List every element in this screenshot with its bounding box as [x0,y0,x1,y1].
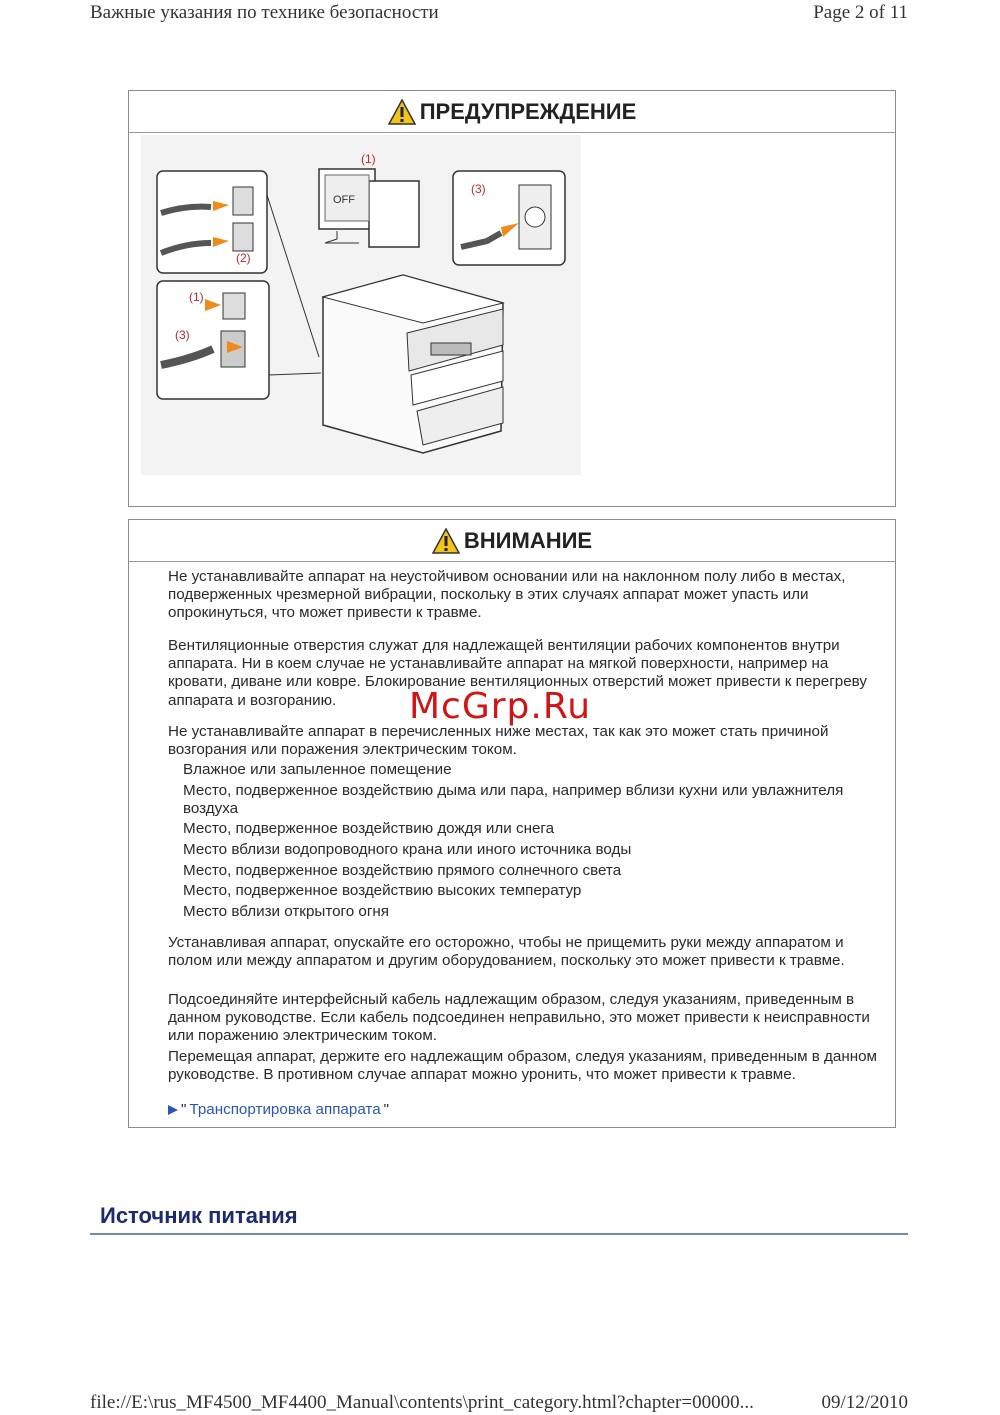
link-quote-close: " [383,1101,390,1118]
power-switch-illustration [157,281,269,399]
caution-header [129,520,895,562]
callout-3b-label: (3) [175,328,190,342]
caution-paragraph-2: Вентиляционные отверстия служат для надлежащей вентиляции рабочих компонентов внутри аппарата. Ни в коем случае не устанавливайте аппарат на мягкой поверхности, например на кровати, диване или ковре. Блокирование вентиляционных отверстий может привести к перегреву аппарата и возгоранию. [168,637,867,709]
caution-paragraph-4: Устанавливая аппарат, опускайте его осторожно, чтобы не прищемить руки между аппаратом и полом или между аппаратом и другим оборудованием, поскольку это может привести к травме. [168,934,845,970]
transport-link-row[interactable] [168,1101,389,1118]
monitor-off-label: OFF [333,194,355,206]
section-divider [90,1233,908,1235]
page-header-title: Важные указания по технике безопасности [90,2,439,23]
warning-header [129,91,895,133]
callout-1-label: (1) [361,152,376,166]
list-item: Место, подверженное воздействию дождя или снега [183,820,555,838]
warning-title: ПРЕДУПРЕЖДЕНИЕ [419,98,637,124]
caution-paragraph-5: Подсоединяйте интерфейсный кабель надлежащим образом, следуя указаниям, приведенным в данном руководстве. Если кабель подсоединен неправильно, это может привести к неисправности или поражению электрическим током. [168,991,870,1045]
safety-illustration [141,135,581,475]
callout-3-label: (3) [471,182,486,196]
link-arrow-icon [168,1105,178,1115]
caution-paragraph-3: Не устанавливайте аппарат в перечисленных ниже местах, так как это может стать причиной возгорания или поражения электрическим током. [168,723,829,759]
list-item: Место, подверженное воздействию дыма или пара, например вблизи кухни или увлажнителя воздуха [183,781,844,817]
list-item: Место вблизи водопроводного крана или иного источника воды [183,840,632,858]
footer-path: file://E:\rus_MF4500_MF4400_Manual\contents\print_category.html?chapter=00000... [90,1392,754,1413]
page-number: Page 2 of 11 [813,2,908,23]
places-list [183,761,873,923]
list-item: Место вблизи открытого огня [183,902,390,920]
list-item: Влажное или запыленное помещение [183,761,452,778]
callout-1b-label: (1) [189,290,204,304]
caution-paragraph-1: Не устанавливайте аппарат на неустойчивом основании или на наклонном полу либо в местах, подверженных чрезмерной вибрации, поскольку в этих случаях аппарат может упасть или опрокинуться, что может привести к травме. [168,568,846,622]
printer-illustration [323,275,503,453]
warning-triangle-icon [388,99,416,125]
caution-paragraph-6: Перемещая аппарат, держите его надлежащим образом, следуя указаниям, приведенным в данном руководстве. В противном случае аппарат можно уронить, что может привести к травме. [168,1048,877,1084]
list-item: Место, подверженное воздействию прямого солнечного света [183,861,622,879]
footer-date: 09/12/2010 [821,1392,908,1413]
warning-box [128,90,896,507]
section-title: Источник питания [100,1203,298,1228]
wall-outlet-illustration [453,171,565,265]
list-item: Место, подверженное воздействию высоких температур [183,882,582,900]
caution-title: ВНИМАНИЕ [463,527,593,553]
caution-box [128,519,896,1128]
link-quote-open: " [181,1101,187,1118]
transport-link[interactable]: Транспортировка аппарата [189,1101,381,1118]
watermark: McGrp.Ru [409,686,592,727]
callout-2-label: (2) [236,251,251,265]
caution-triangle-icon [432,528,460,554]
